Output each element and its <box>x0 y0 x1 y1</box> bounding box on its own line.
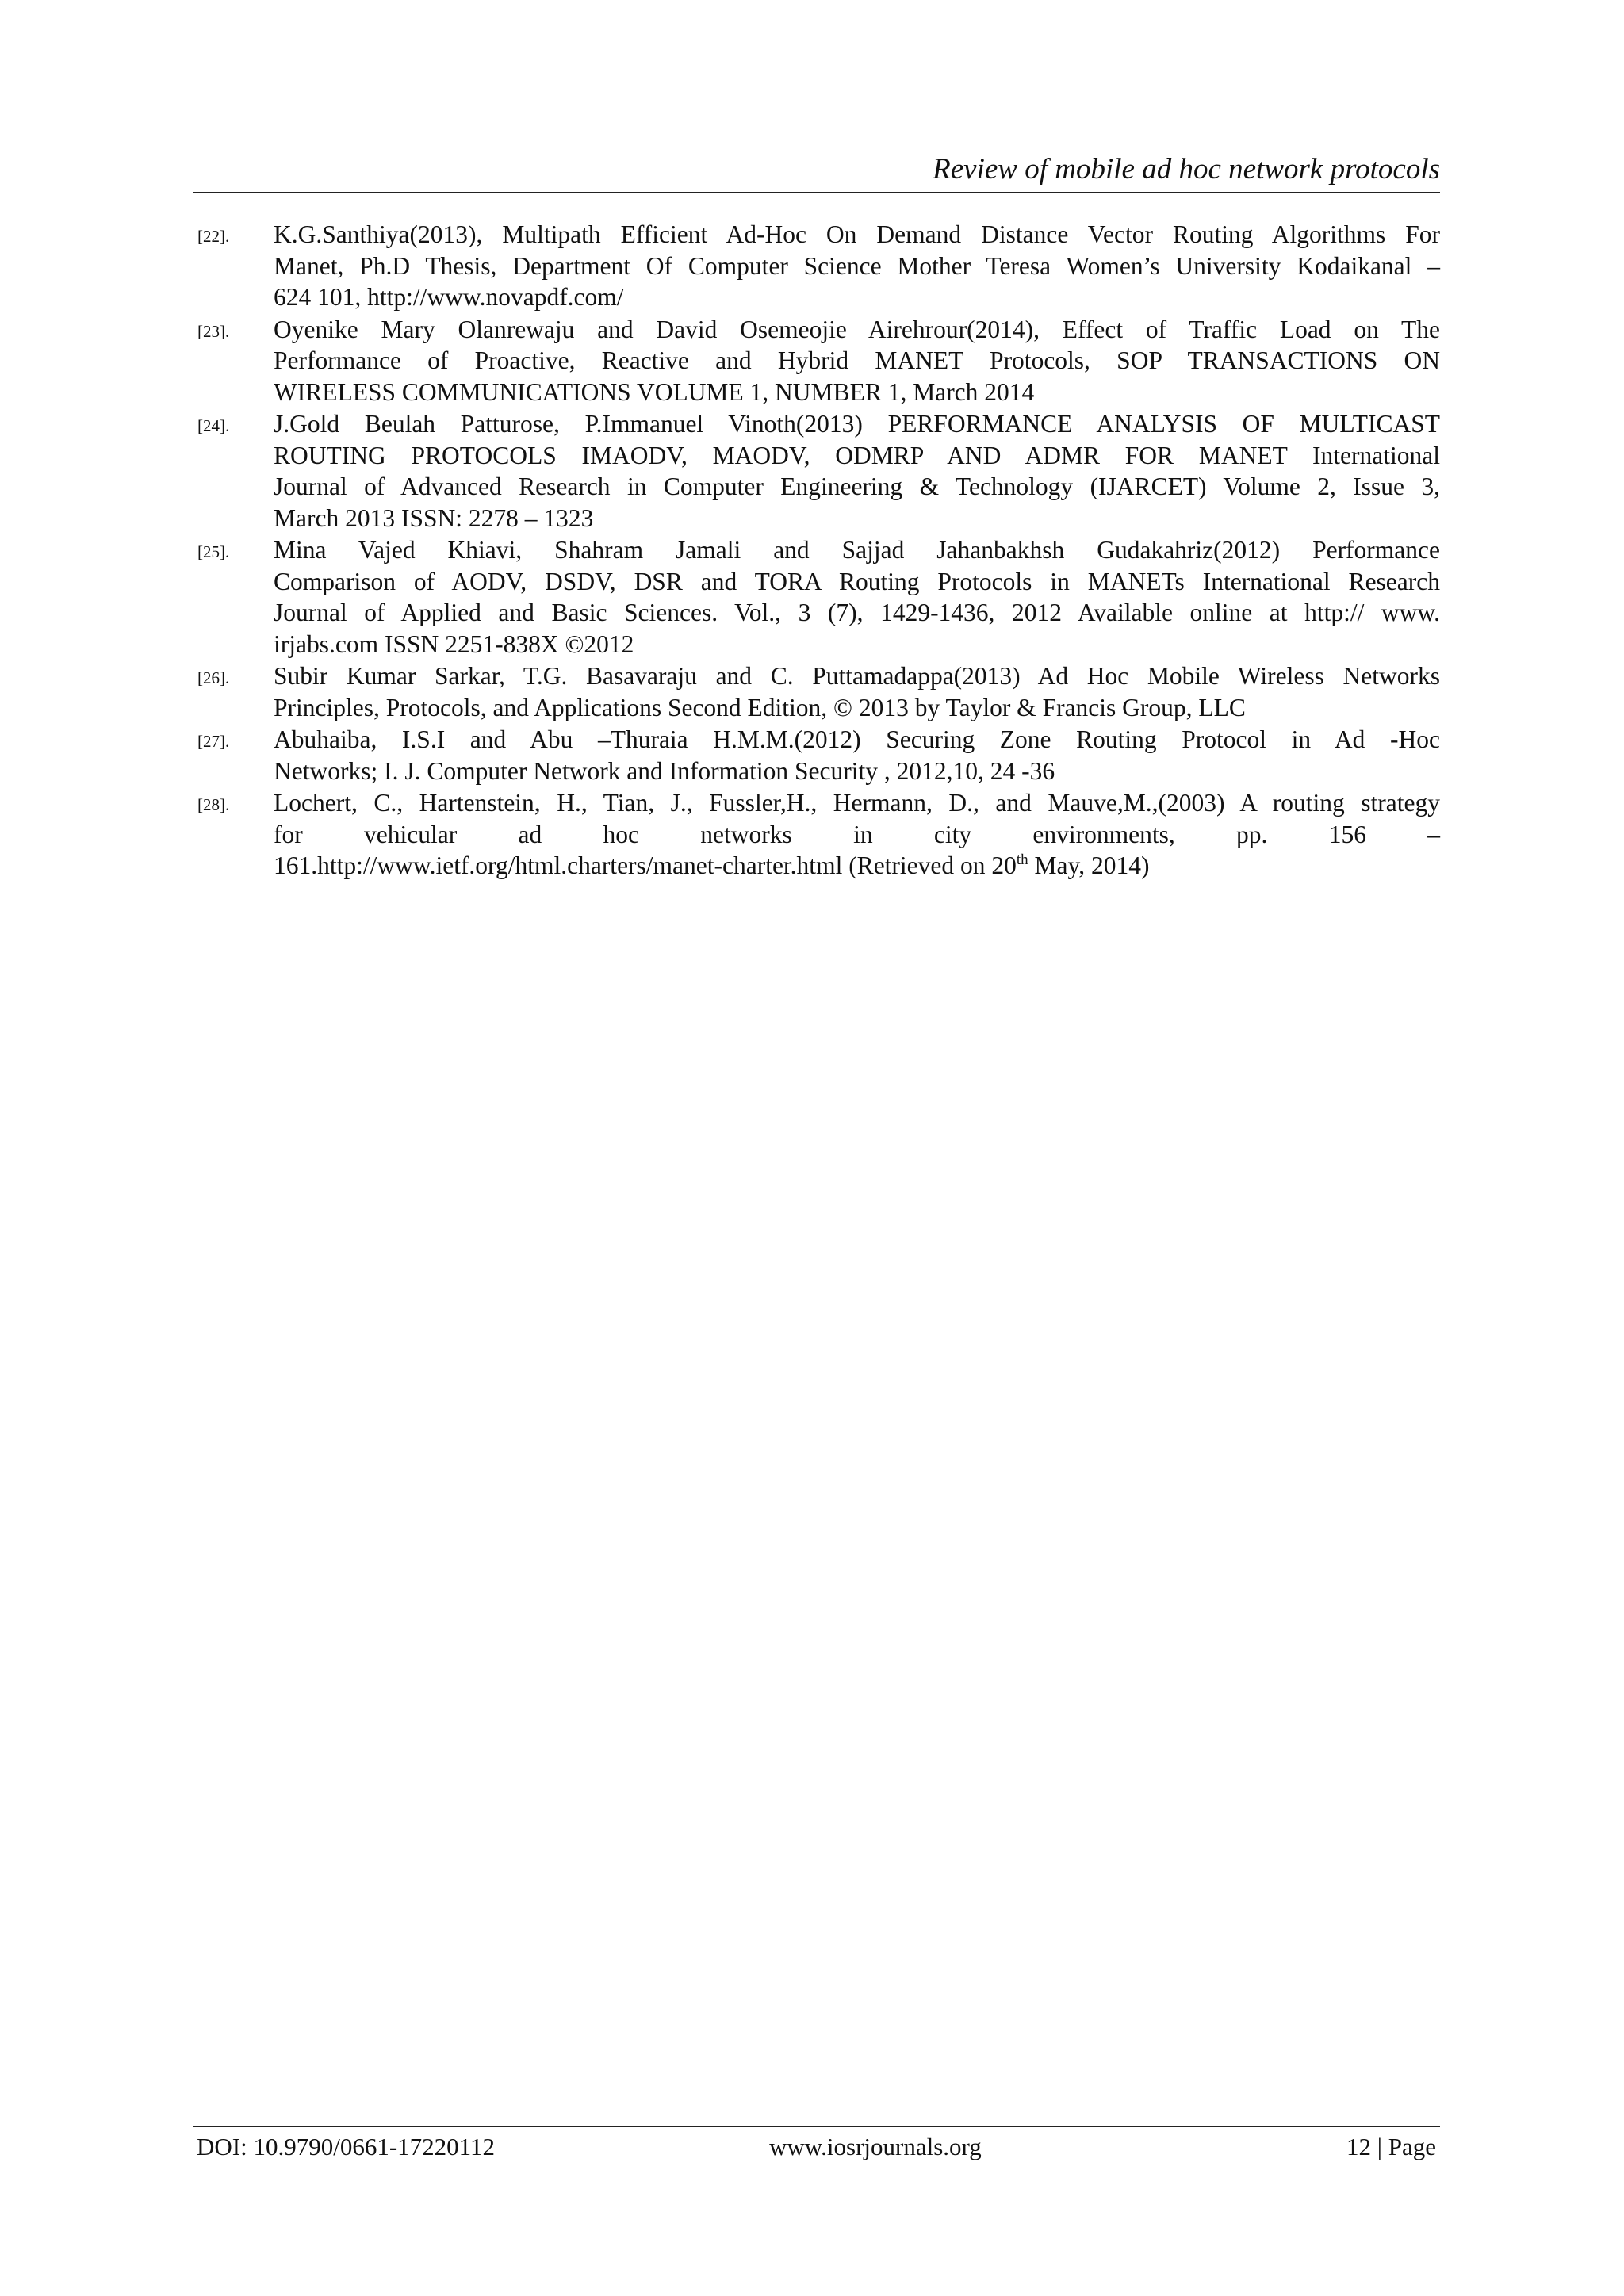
reference-number: [25]. <box>197 542 230 561</box>
reference-line: Subir Kumar Sarkar, T.G. Basavaraju and C. Puttamadappa(2013) Ad Hoc Mobile Wireless Networks <box>274 662 1440 690</box>
running-header-title: Review of mobile ad hoc network protocols <box>933 153 1440 186</box>
reference-line: ROUTING PROTOCOLS IMAODV, MAODV, ODMRP AND ADMR FOR MANET International <box>274 441 1440 469</box>
reference-line: for vehicular ad hoc networks in city environments, pp. 156 – <box>274 820 1440 848</box>
reference-line: Networks; I. J. Computer Network and Information Security , 2012,10, 24 -36 <box>274 756 1055 785</box>
reference-line: Performance of Proactive, Reactive and Hybrid MANET Protocols, SOP TRANSACTIONS ON <box>274 346 1440 374</box>
reference-item-23 <box>193 314 1440 408</box>
reference-line: Lochert, C., Hartenstein, H., Tian, J., Fussler,H., Hermann, D., and Mauve,M.,(2003) A routing strategy <box>274 789 1440 817</box>
reference-line: K.G.Santhiya(2013), Multipath Efficient Ad-Hoc On Demand Distance Vector Routing Algorithms For <box>274 220 1440 248</box>
footer-page-number: 12 | Page <box>1346 2133 1436 2160</box>
header-divider <box>193 192 1440 193</box>
reference-line: March 2013 ISSN: 2278 – 1323 <box>274 503 594 532</box>
footer-doi: DOI: 10.9790/0661-17220112 <box>197 2133 495 2160</box>
reference-line: WIRELESS COMMUNICATIONS VOLUME 1, NUMBER 1, March 2014 <box>274 377 1035 406</box>
reference-number: [26]. <box>197 668 230 687</box>
footer-website: www.iosrjournals.org <box>769 2133 982 2160</box>
reference-list <box>193 219 1440 882</box>
ordinal-superscript: th <box>1016 851 1028 868</box>
reference-line: 624 101, http://www.novapdf.com/ <box>274 283 624 311</box>
page-footer <box>197 2130 1436 2164</box>
reference-line: Principles, Protocols, and Applications Second Edition, © 2013 by Taylor & Francis Group, LLC <box>274 693 1246 721</box>
reference-line: Oyenike Mary Olanrewaju and David Osemeojie Airehrour(2014), Effect of Traffic Load on The <box>274 315 1440 343</box>
reference-number: [28]. <box>197 795 230 814</box>
reference-line: Journal of Advanced Research in Computer Engineering & Technology (IJARCET) Volume 2, Issue 3, <box>274 473 1440 500</box>
footer-divider <box>193 2126 1440 2127</box>
reference-item-24 <box>193 408 1440 534</box>
reference-number: [27]. <box>197 732 230 751</box>
reference-line: Manet, Ph.D Thesis, Department Of Computer Science Mother Teresa Women’s University Kodaikanal – <box>274 251 1440 280</box>
reference-line: J.Gold Beulah Patturose, P.Immanuel Vinoth(2013) PERFORMANCE ANALYSIS OF MULTICAST <box>274 410 1440 438</box>
reference-item-25 <box>193 534 1440 660</box>
reference-line: Journal of Applied and Basic Sciences. Vol., 3 (7), 1429-1436, 2012 Available online at http:// www. <box>274 599 1440 626</box>
reference-line: irjabs.com ISSN 2251-838X ©2012 <box>274 629 634 658</box>
reference-item-26 <box>193 660 1440 723</box>
reference-line: Mina Vajed Khiavi, Shahram Jamali and Sajjad Jahanbakhsh Gudakahriz(2012) Performance <box>274 536 1440 564</box>
reference-number: [22]. <box>197 227 230 246</box>
reference-line: Abuhaiba, I.S.I and Abu –Thuraia H.M.M.(2012) Securing Zone Routing Protocol in Ad -Hoc <box>274 725 1440 753</box>
reference-number: [24]. <box>197 416 230 435</box>
reference-item-22 <box>193 219 1440 313</box>
reference-line-text: 161.http://www.ietf.org/html.charters/manet-charter.html (Retrieved on 20 <box>274 851 1017 879</box>
reference-item-27 <box>193 724 1440 786</box>
reference-line: Comparison of AODV, DSDV, DSR and TORA Routing Protocols in MANETs International Research <box>274 567 1440 595</box>
reference-number: [23]. <box>197 321 230 341</box>
reference-item-28 <box>193 787 1440 882</box>
reference-line-text: May, 2014) <box>1028 851 1150 879</box>
reference-line <box>274 850 1440 882</box>
